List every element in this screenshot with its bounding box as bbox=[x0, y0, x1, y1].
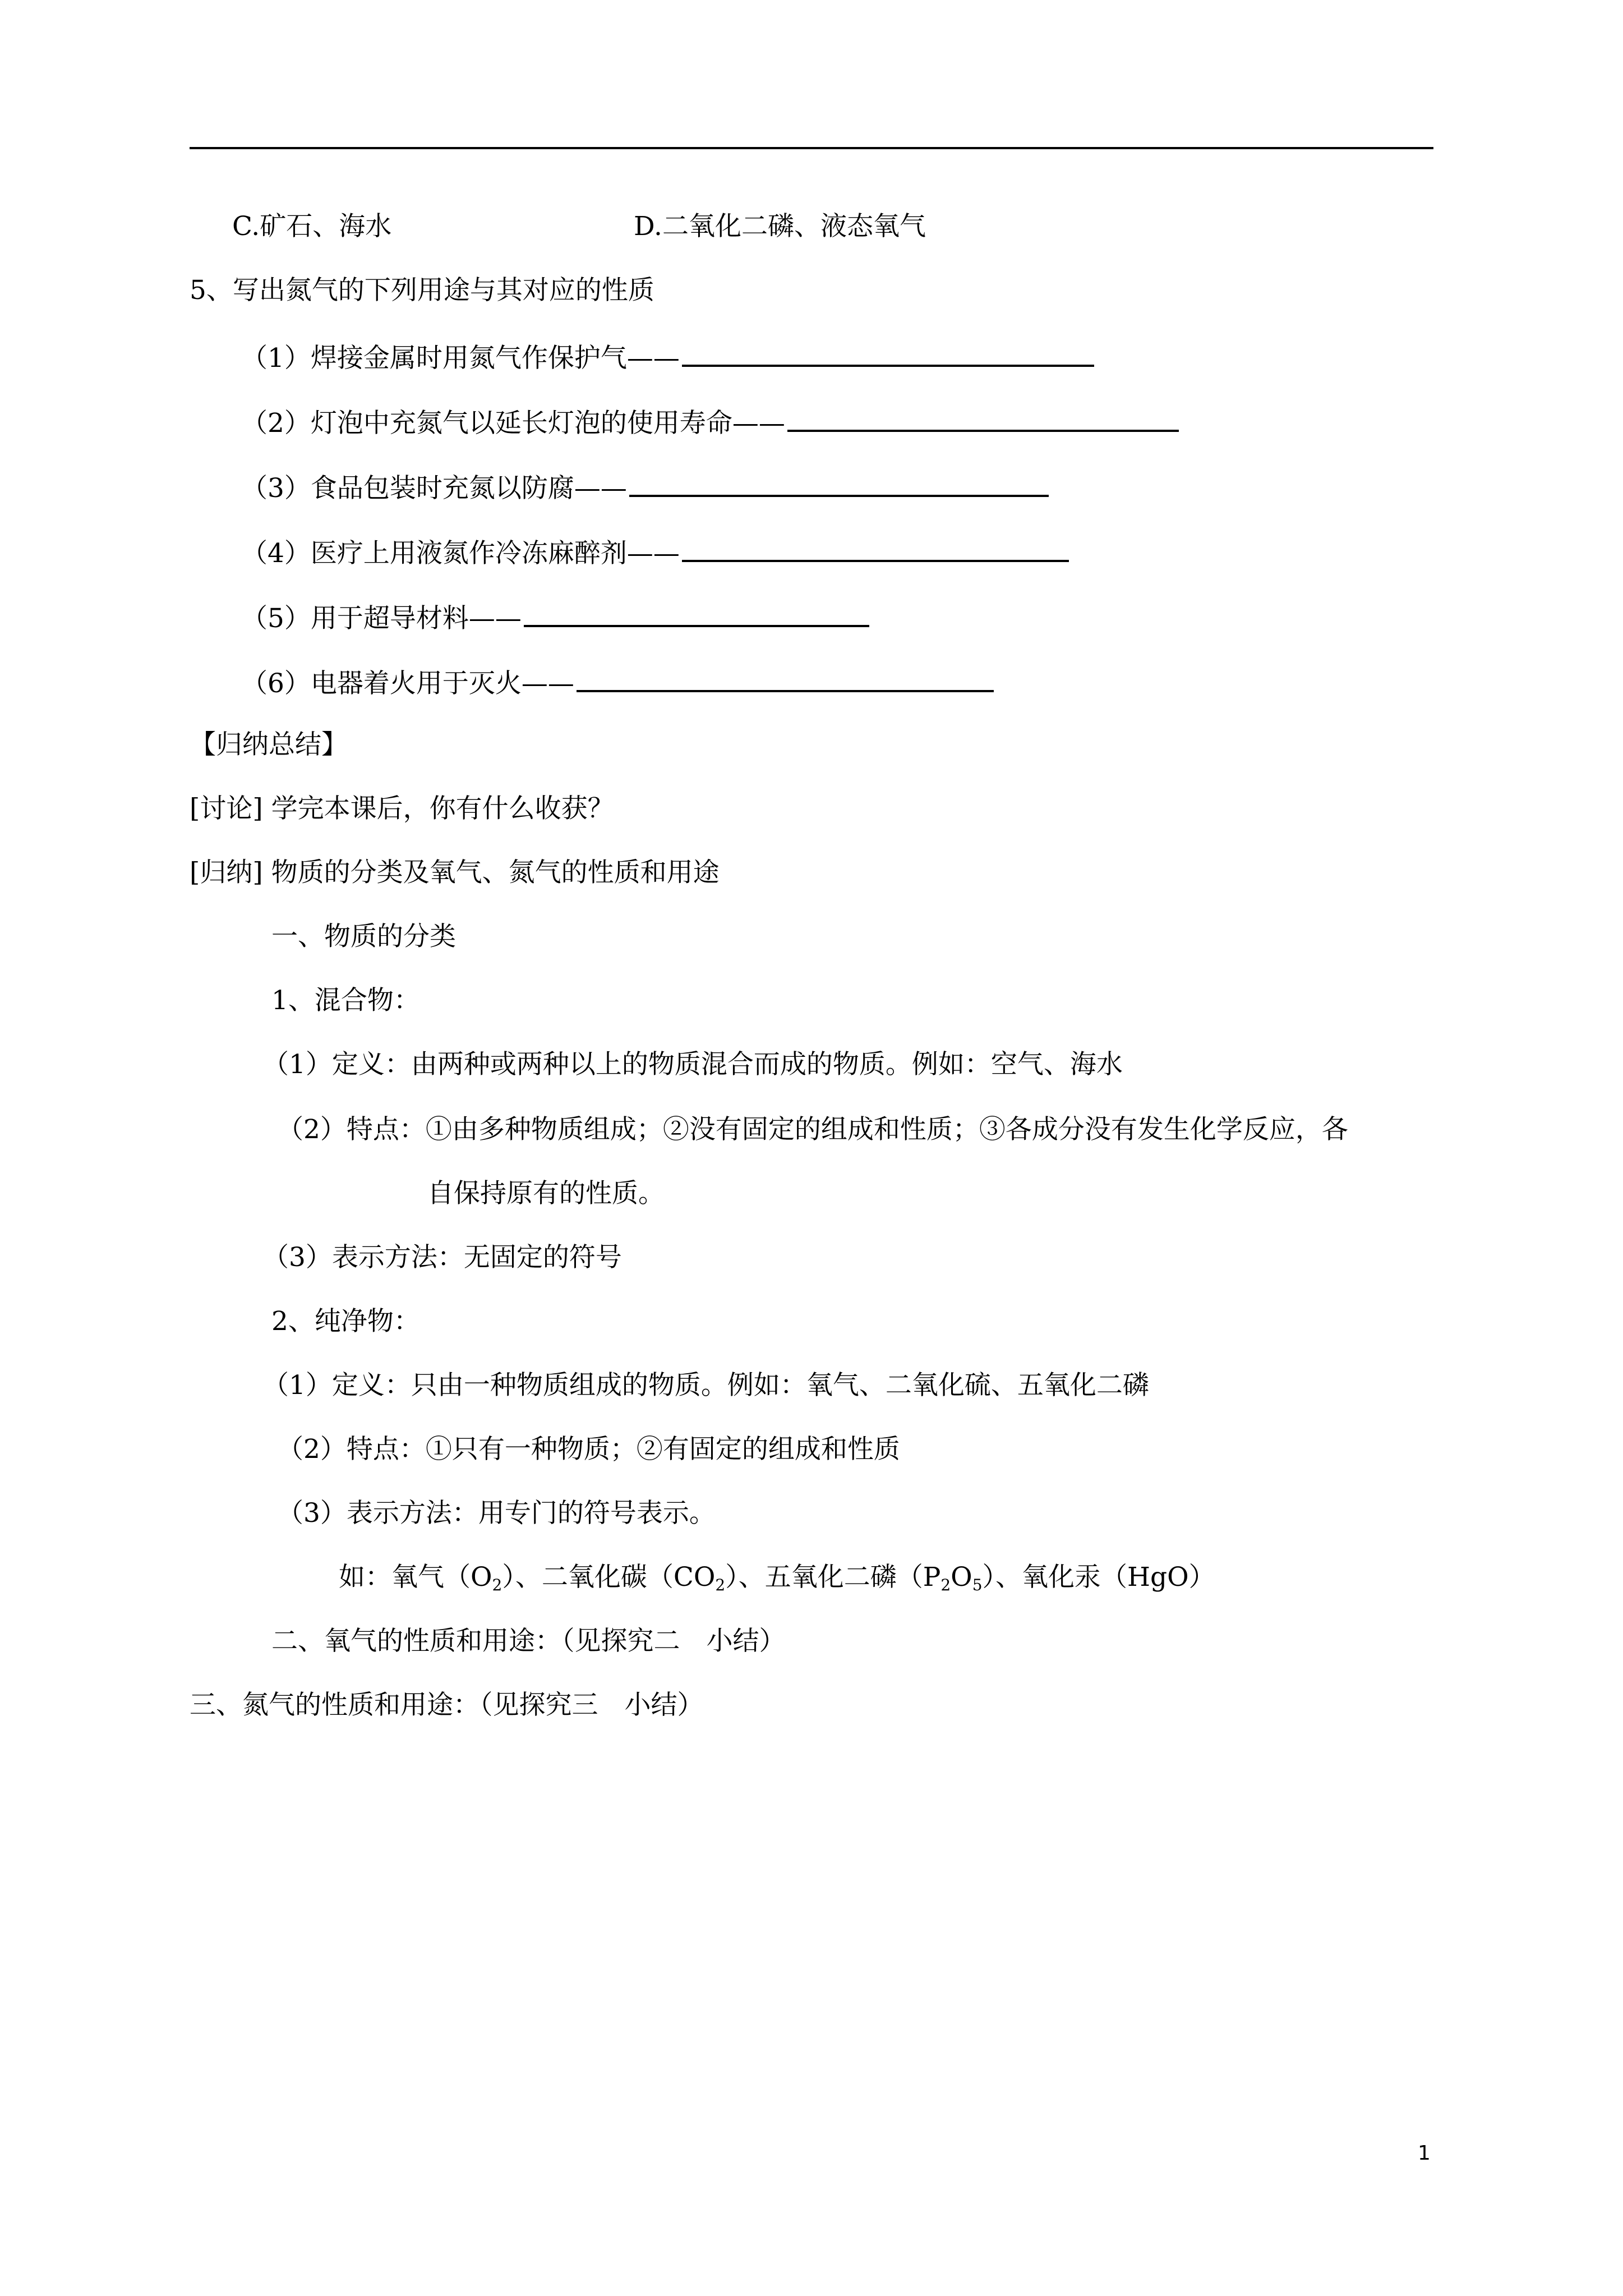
section-1-title: 一、物质的分类 bbox=[271, 921, 456, 952]
question-5-item-2 bbox=[241, 404, 1179, 440]
question-5-item-4 bbox=[241, 534, 1069, 570]
example-hgo: ）、氧化汞（HgO） bbox=[982, 1562, 1215, 1593]
discussion-line: [讨论] 学完本课后，你有什么收获？ bbox=[190, 793, 614, 824]
answer-blank[interactable] bbox=[682, 339, 1094, 367]
question-5-item-5 bbox=[241, 599, 869, 636]
option-d: D.二氧化二磷、液态氧气 bbox=[634, 211, 926, 242]
mixture-notation: （3）表示方法：无固定的符号 bbox=[262, 1242, 622, 1273]
formula-examples bbox=[339, 1561, 1215, 1594]
page-number: 1 bbox=[1418, 2142, 1431, 2165]
header-rule bbox=[190, 147, 1433, 149]
item-text: （2）灯泡中充氮气以延长灯泡的使用寿命—— bbox=[241, 408, 785, 439]
answer-blank[interactable] bbox=[524, 599, 869, 627]
item-text: （6）电器着火用于灭火—— bbox=[241, 668, 574, 699]
item-text: （4）医疗上用液氮作冷冻麻醉剂—— bbox=[241, 538, 680, 569]
answer-blank[interactable] bbox=[682, 534, 1069, 562]
pure-substance-features: （2）特点：①只有一种物质；②有固定的组成和性质 bbox=[277, 1434, 900, 1465]
pure-substance-title: 2、纯净物： bbox=[271, 1306, 420, 1337]
example-p2o5: ）、五氧化二磷（P bbox=[725, 1562, 941, 1593]
subscript: 2 bbox=[492, 1576, 502, 1594]
example-co2: ）、二氧化碳（CO bbox=[502, 1562, 716, 1593]
section-2-title: 二、氧气的性质和用途：（见探究二 小结） bbox=[271, 1626, 786, 1657]
question-5-item-3 bbox=[241, 469, 1049, 505]
subscript: 5 bbox=[972, 1576, 983, 1594]
question-5-item-1 bbox=[241, 339, 1094, 375]
mixture-features: （2）特点：①由多种物质组成；②没有固定的组成和性质；③各成分没有发生化学反应，各 bbox=[277, 1114, 1348, 1145]
option-c: C.矿石、海水 bbox=[232, 211, 392, 242]
induction-line: [归纳] 物质的分类及氧气、氮气的性质和用途 bbox=[190, 857, 720, 888]
subscript: 2 bbox=[715, 1576, 726, 1594]
answer-blank[interactable] bbox=[629, 469, 1049, 497]
pure-substance-notation: （3）表示方法：用专门的符号表示。 bbox=[277, 1498, 716, 1529]
formula-letter: O bbox=[951, 1562, 972, 1593]
item-text: （1）焊接金属时用氮气作保护气—— bbox=[241, 343, 680, 374]
question-5-item-6 bbox=[241, 664, 994, 701]
item-text: （3）食品包装时充氮以防腐—— bbox=[241, 473, 627, 504]
mixture-definition: （1）定义：由两种或两种以上的物质混合而成的物质。例如：空气、海水 bbox=[262, 1049, 1123, 1080]
subscript: 2 bbox=[940, 1576, 951, 1594]
answer-blank[interactable] bbox=[577, 664, 994, 692]
section-3-title: 三、氮气的性质和用途：（见探究三 小结） bbox=[190, 1690, 704, 1720]
question-5-title: 5、写出氮气的下列用途与其对应的性质 bbox=[190, 275, 654, 306]
summary-heading: 【归纳总结】 bbox=[190, 729, 348, 760]
pure-substance-definition: （1）定义：只由一种物质组成的物质。例如：氧气、二氧化硫、五氧化二磷 bbox=[262, 1370, 1149, 1401]
mixture-title: 1、混合物： bbox=[271, 985, 420, 1016]
example-oxygen: 如：氧气（O bbox=[339, 1562, 492, 1593]
mixture-features-continued: 自保持原有的性质。 bbox=[427, 1178, 665, 1209]
item-text: （5）用于超导材料—— bbox=[241, 603, 522, 634]
answer-blank[interactable] bbox=[787, 404, 1179, 432]
